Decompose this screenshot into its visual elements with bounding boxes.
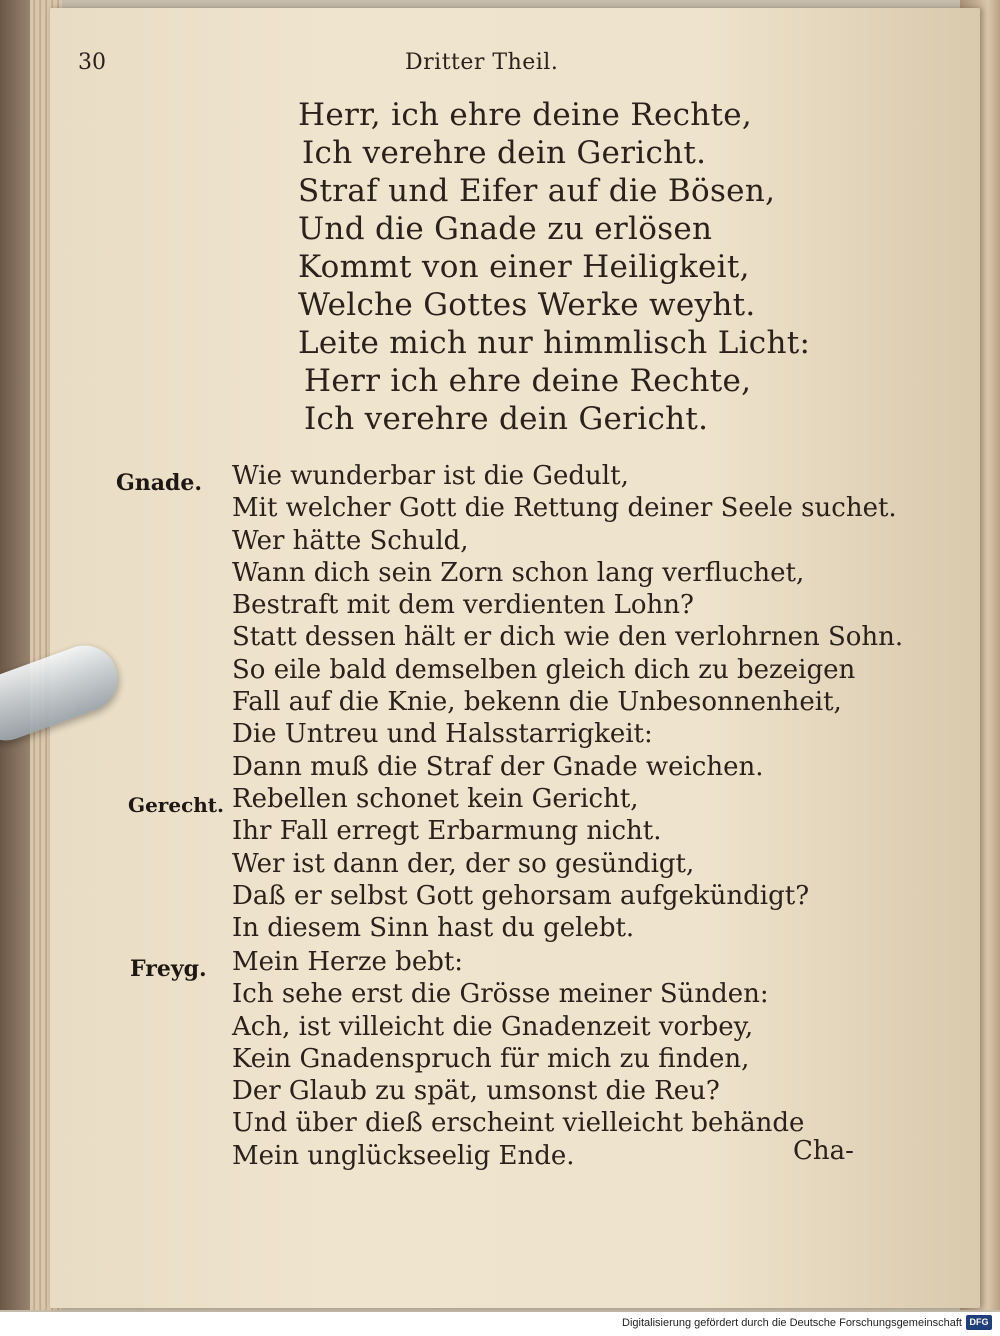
footer-credit: Digitalisierung gefördert durch die Deutsche Forschungsgemeinschaft <box>622 1317 962 1329</box>
speech-line: Dann muß die Straf der Gnade weichen. <box>232 751 764 782</box>
verse-line: Straf und Eifer auf die Bösen, <box>298 173 776 209</box>
dfg-logo: DFG <box>966 1315 992 1330</box>
verse-line: Welche Gottes Werke weyht. <box>298 287 756 323</box>
speech-line: Wann dich sein Zorn schon lang verfluchet, <box>232 557 805 588</box>
verse-line: Kommt von einer Heiligkeit, <box>298 249 750 285</box>
verse-block <box>298 96 810 438</box>
speech-line: Mein Herze bebt: <box>232 947 464 977</box>
verse-line: Leite mich nur himmlisch Licht: <box>298 325 811 361</box>
speech-line: Fall auf die Knie, bekenn die Unbesonnenheit, <box>232 687 842 718</box>
speech-line: Mit welcher Gott die Rettung deiner Seele suchet. <box>232 493 897 524</box>
speech-gnade <box>232 460 903 783</box>
verse-line: Und die Gnade zu erlösen <box>298 211 713 247</box>
speech-line: So eile bald demselben gleich dich zu bezeigen <box>232 654 856 685</box>
verse-line: Ich verehre dein Gericht. <box>302 135 707 171</box>
speech-line: Ich sehe erst die Grösse meiner Sünden: <box>232 979 769 1010</box>
speech-freyg <box>232 946 804 1172</box>
speech-line: Ach, ist villeicht die Gnadenzeit vorbey, <box>232 1011 754 1042</box>
speech-line: Und über dieß erscheint vielleicht behände <box>232 1108 805 1139</box>
catchword: Cha- <box>793 1136 854 1166</box>
speech-line: Rebellen schonet kein Gericht, <box>232 784 639 814</box>
speech-line: Die Untreu und Halsstarrigkeit: <box>232 719 653 750</box>
speech-line: Ihr Fall erregt Erbarmung nicht. <box>232 816 662 847</box>
page-number: 30 <box>78 50 106 75</box>
speech-line: Wer hätte Schuld, <box>232 525 469 556</box>
speaker-gerecht: Gerecht. <box>128 793 224 817</box>
speech-line: Daß er selbst Gott gehorsam aufgekündigt? <box>232 880 810 911</box>
running-head: Dritter Theil. <box>405 50 559 75</box>
speech-line: Kein Gnadenspruch für mich zu finden, <box>232 1043 750 1074</box>
speech-line: Statt dessen hält er dich wie den verlohrnen Sohn. <box>232 622 904 653</box>
speech-line: Bestraft mit dem verdienten Lohn? <box>232 590 694 621</box>
verse-line: Herr ich ehre deine Rechte, <box>304 363 752 399</box>
speech-line: Der Glaub zu spät, umsonst die Reu? <box>232 1076 720 1107</box>
speech-line: Mein unglückseelig Ende. <box>232 1140 575 1171</box>
verse-line: Herr, ich ehre deine Rechte, <box>298 97 753 133</box>
speech-line: In diesem Sinn hast du gelebt. <box>232 913 635 944</box>
page-edge-shadow <box>0 0 32 1310</box>
verse-line: Ich verehre dein Gericht. <box>304 401 709 437</box>
speech-gerecht <box>232 783 809 944</box>
speaker-freyg: Freyg. <box>130 956 207 982</box>
speaker-gnade: Gnade. <box>116 470 203 496</box>
speech-line: Wie wunderbar ist die Gedult, <box>232 461 629 491</box>
speech-line: Wer ist dann der, der so gesündigt, <box>232 848 695 879</box>
